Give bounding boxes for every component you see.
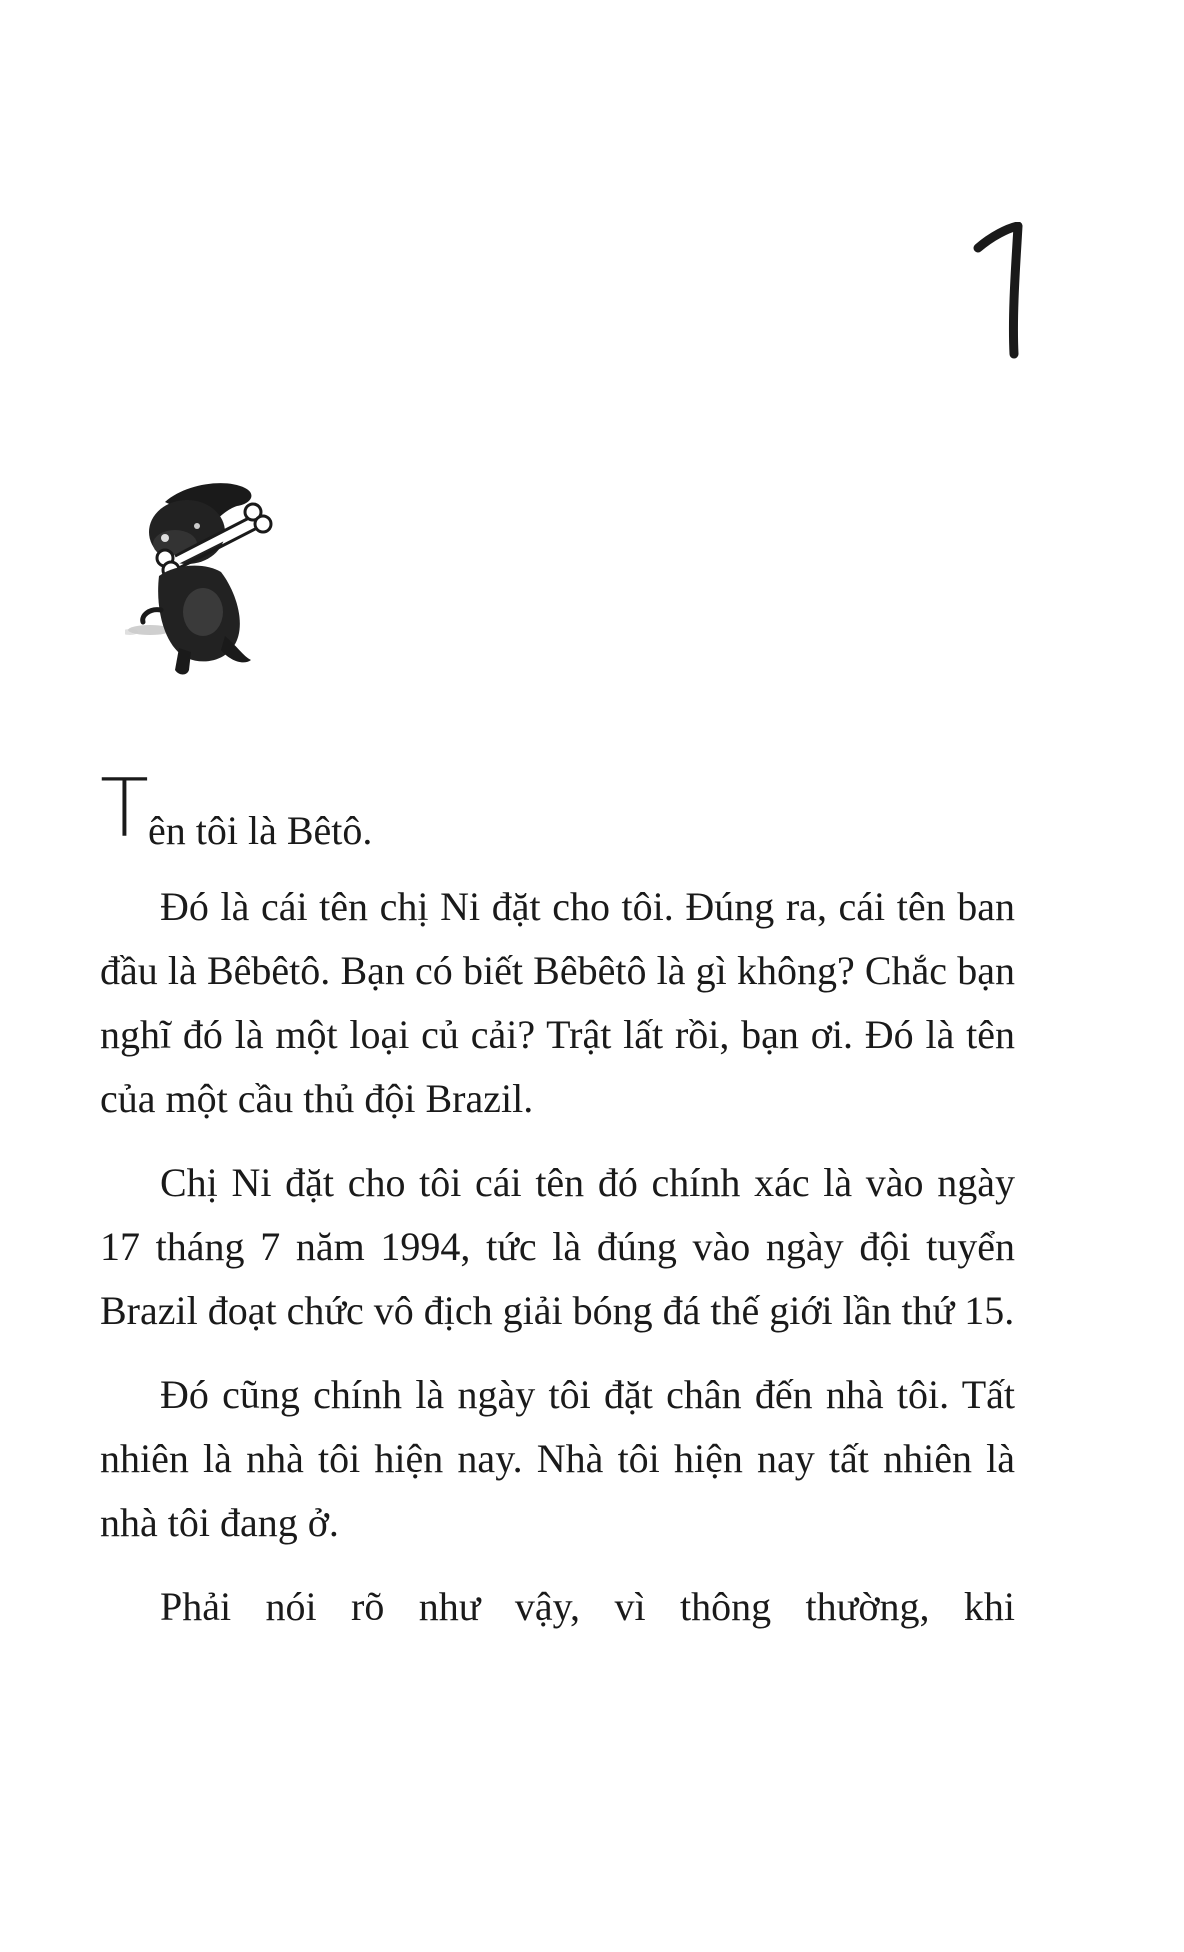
dog-with-bone-icon	[125, 480, 305, 680]
opening-line	[100, 762, 1015, 855]
chapter-number-glyph	[960, 222, 1040, 362]
chapter-number	[960, 222, 1040, 362]
paragraph-1: Đó là cái tên chị Ni đặt cho tôi. Đúng ra, cái tên ban đầu là Bêbêtô. Bạn có biết Bêbêtô là gì không? Chắc bạn nghĩ đó là một loại củ cải? Trật lất rồi, bạn ơi. Đó là tên của một cầu thủ đội Brazil.	[100, 884, 1015, 1121]
paragraph-2: Chị Ni đặt cho tôi cái tên đó chính xác là vào ngày 17 tháng 7 năm 1994, tức là đúng vào ngày đội tuyển Brazil đoạt chức vô địch giải bóng đá thế giới lần thứ 15.	[100, 1160, 1015, 1333]
paragraph-4: Phải nói rõ như vậy, vì thông thường, khi	[160, 1584, 1015, 1629]
chapter-text	[100, 762, 1015, 1659]
paragraph-3: Đó cũng chính là ngày tôi đặt chân đến nhà tôi. Tất nhiên là nhà tôi hiện nay. Nhà tôi hiện nay tất nhiên là nhà tôi đang ở.	[100, 1372, 1015, 1545]
opening-line-text: ên tôi là Bêtô.	[148, 808, 373, 853]
drop-cap: T	[100, 762, 149, 855]
